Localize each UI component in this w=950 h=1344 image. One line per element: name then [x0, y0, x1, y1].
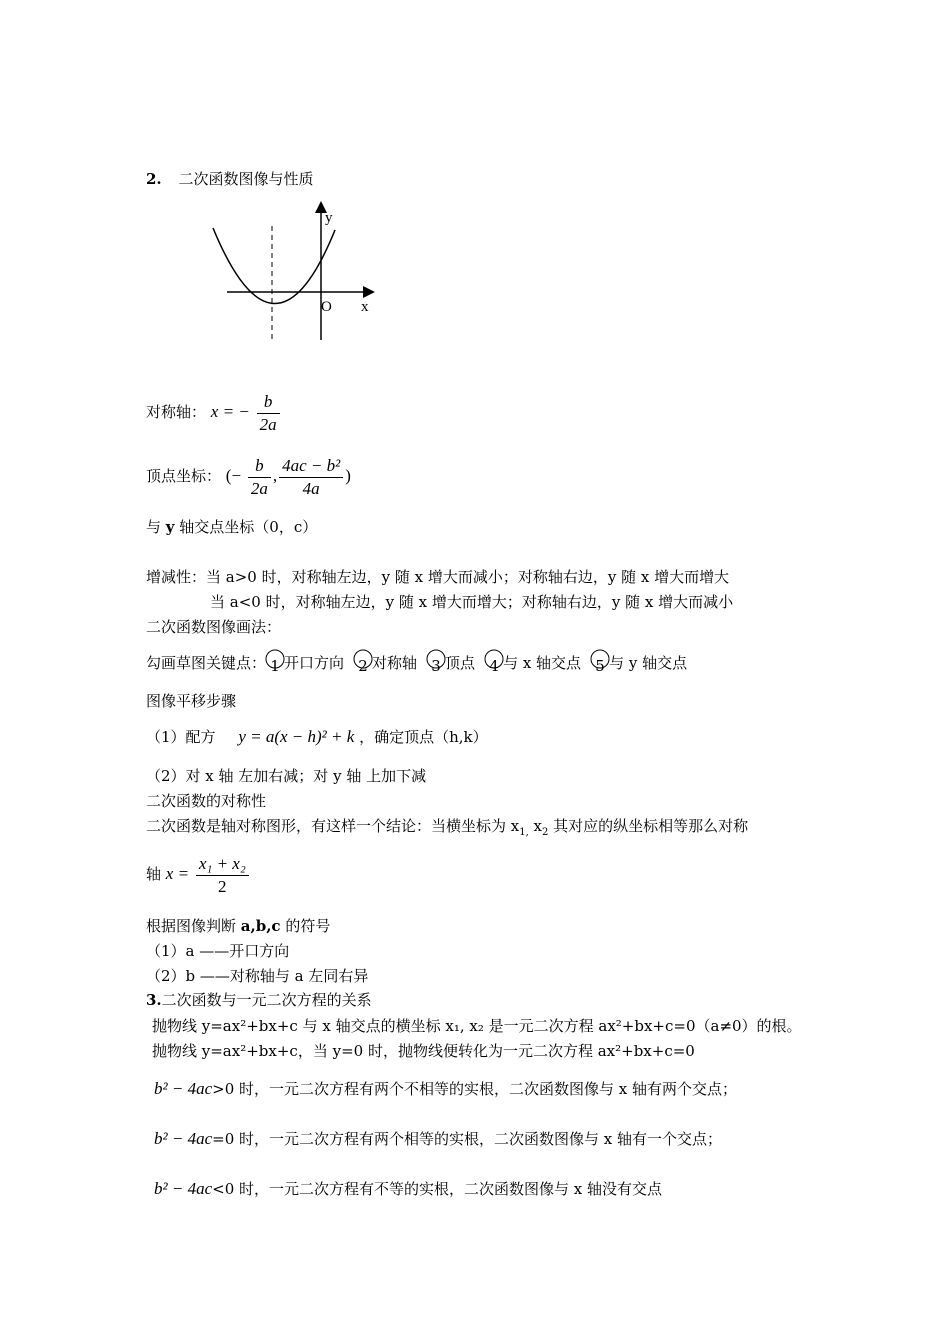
vertex-formula-line [146, 452, 351, 500]
discriminant-case-gt: >0 时，一元二次方程有两个不相等的实根，二次函数图像与 x 轴有两个交点； [212, 1080, 738, 1098]
symmetry-axis-formula [146, 850, 251, 898]
circled-number-1 [266, 654, 284, 675]
circled-number-3 [427, 654, 445, 675]
key-point-text: 开口方向 [284, 654, 345, 672]
axis-fraction [257, 391, 280, 436]
vertex-fraction-1 [248, 455, 271, 500]
circled-number-5 [591, 654, 609, 675]
x-axis-label: x [361, 299, 369, 315]
discriminant-lt [154, 1180, 662, 1198]
axis-denominator: 2a [259, 414, 277, 434]
y-intercept-bold: y [165, 518, 175, 536]
key-point-number: 1 [270, 657, 280, 675]
vertex-open: (− [225, 466, 242, 485]
key-point-number: 3 [431, 657, 441, 675]
monotonic-line-1: 增减性：当 a>0 时，对称轴左边，y 随 x 增大而减小；对称轴右边，y 随 x 增大而增大 [146, 568, 730, 586]
key-point-number: 4 [489, 657, 499, 675]
section-number: 2. [146, 170, 162, 188]
y-intercept-line [146, 518, 317, 536]
discriminant-case-eq: =0 时，一元二次方程有两个相等的实根，二次函数图像与 x 轴有一个交点； [212, 1130, 723, 1148]
section-2-heading [146, 170, 313, 188]
discriminant-case-lt: <0 时，一元二次方程有不等的实根，二次函数图像与 x 轴没有交点 [212, 1180, 663, 1198]
section-3-line-2: 抛物线 y=ax²+bx+c，当 y=0 时，抛物线便转化为一元二次方程 ax²+bx+c=0 [152, 1042, 695, 1060]
vertex-den-2: 4a [302, 478, 320, 498]
axis-numerator: b [257, 391, 280, 414]
y-intercept-prefix: 与 [146, 518, 162, 536]
axis-formula-line [146, 388, 282, 436]
vertex-num-2: 4ac − b² [279, 455, 343, 478]
section-title: 二次函数图像与性质 [178, 170, 314, 188]
section-3-line-1: 抛物线 y=ax²+bx+c 与 x 轴交点的横坐标 x₁, x₂ 是一元二次方程 ax²+bx+c=0（a≠0）的根。 [152, 1017, 802, 1035]
vertex-den-1: 2a [250, 478, 268, 498]
signs-title [146, 917, 330, 935]
origin-label: O [321, 299, 332, 315]
key-point-text: 与 x 轴交点 [503, 654, 582, 672]
step1-formula: y = a(x − h)² + k [238, 727, 355, 746]
symmetry-axis-prefix: 轴 [146, 865, 162, 883]
symmetry-sub-2: 2 [542, 827, 549, 838]
circled-number-4 [485, 654, 503, 675]
key-point-text: 顶点 [445, 654, 476, 672]
circled-number-2 [354, 654, 372, 675]
symmetry-axis-num: x₁ + x₂ [196, 853, 249, 876]
vertex-comma: , [272, 466, 278, 485]
vertex-num-1: b [248, 455, 271, 478]
drawing-method-heading: 二次函数图像画法： [146, 618, 282, 636]
y-intercept-rest: 轴交点坐标（0，c） [179, 518, 318, 536]
discriminant-expr: b² − 4ac [154, 1179, 213, 1198]
symmetry-text-after: 其对应的纵坐标相等那么对称 [548, 817, 749, 835]
parabola-graph [205, 198, 375, 343]
key-point-text: 与 y 轴交点 [609, 654, 688, 672]
monotonic-line-2: 当 a<0 时，对称轴左边，y 随 x 增大而增大；对称轴右边，y 随 x 增大而减小 [210, 593, 734, 611]
key-point-number: 2 [358, 657, 368, 675]
symmetry-title: 二次函数的对称性 [146, 792, 267, 810]
vertex-fraction-2 [279, 455, 343, 500]
section-3-title: 二次函数与一元二次方程的关系 [161, 991, 372, 1009]
axis-lhs: x = − [210, 402, 250, 421]
signs-item-1: （1）a ——开口方向 [146, 942, 290, 960]
symmetry-text [146, 817, 748, 842]
signs-title-pre: 根据图像判断 [146, 917, 241, 935]
translation-title: 图像平移步骤 [146, 692, 237, 710]
symmetry-sub-1: 1, [519, 827, 529, 838]
key-points-line [146, 654, 688, 675]
key-points-label: 勾画草图关键点： [146, 654, 267, 672]
vertex-close: ) [345, 466, 351, 485]
step1-rest: ，确定顶点（h,k） [359, 728, 488, 746]
translation-step-2: （2）对 x 轴 左加右减；对 y 轴 上加下减 [146, 767, 427, 785]
discriminant-expr: b² − 4ac [154, 1129, 213, 1148]
signs-title-post: 的符号 [280, 917, 331, 935]
symmetry-axis-fraction [196, 853, 249, 898]
signs-title-bold: a,b,c [240, 917, 281, 935]
step1-label: （1）配方 [146, 728, 216, 746]
symmetry-text-before: 二次函数是轴对称图形，有这样一个结论：当横坐标为 x [146, 817, 520, 835]
discriminant-eq [154, 1130, 722, 1148]
key-point-text: 对称轴 [372, 654, 418, 672]
symmetry-mid: x [528, 817, 543, 835]
key-point-number: 5 [595, 657, 605, 675]
symmetry-axis-lhs: x = [165, 864, 190, 883]
signs-item-2: （2）b ——对称轴与 a 左同右异 [146, 967, 369, 985]
discriminant-gt [154, 1080, 737, 1098]
section-3-heading [146, 991, 372, 1009]
y-axis-label: y [325, 210, 333, 226]
key-points-items [266, 654, 688, 675]
symmetry-axis-den: 2 [218, 876, 227, 896]
axis-label: 对称轴： [146, 403, 207, 421]
discriminant-expr: b² − 4ac [154, 1079, 213, 1098]
translation-step-1 [146, 728, 488, 746]
section-3-number: 3. [146, 991, 162, 1009]
vertex-label: 顶点坐标： [146, 467, 222, 485]
